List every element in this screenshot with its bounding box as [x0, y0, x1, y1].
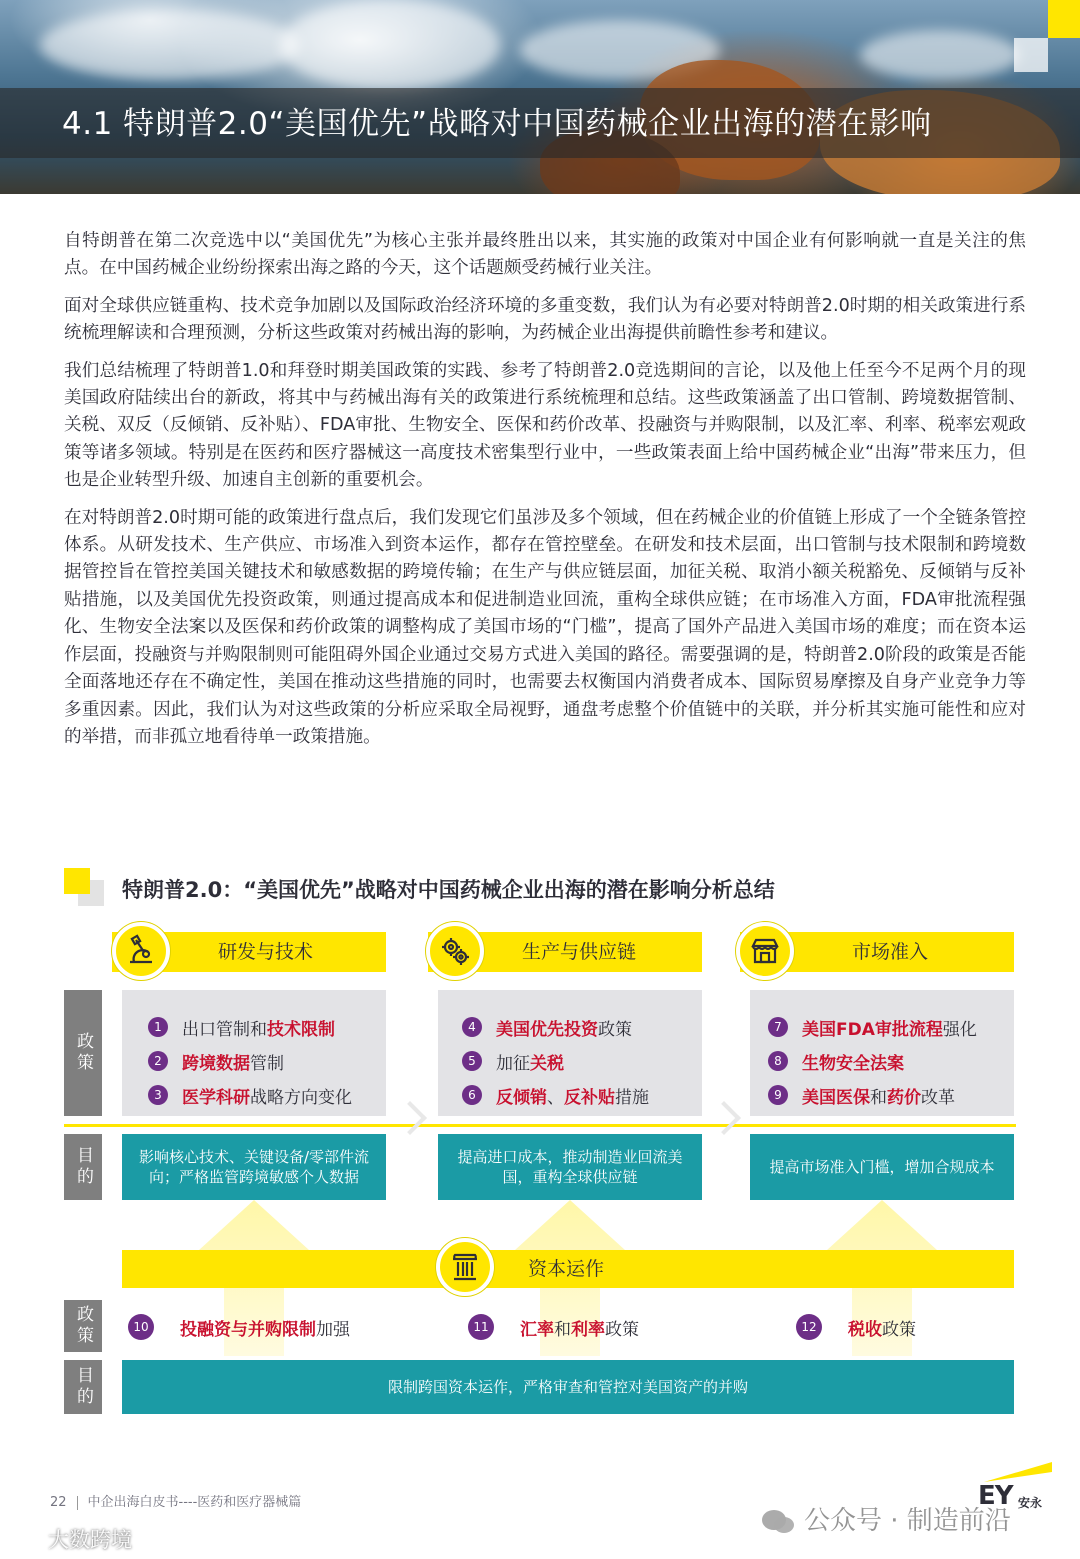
- highlight-text: 税收: [848, 1319, 882, 1340]
- highlight-text: 药价: [887, 1087, 921, 1108]
- capital-item-10: [128, 1314, 350, 1340]
- policy-item: [148, 1078, 386, 1112]
- goal-box-market: 提高市场准入门槛，增加合规成本: [750, 1134, 1014, 1200]
- diagram-title-marker: [64, 868, 90, 894]
- item-number-badge: 5: [462, 1051, 482, 1071]
- corner-accent: [1048, 0, 1080, 38]
- policy-box-rnd: [122, 990, 386, 1116]
- policy-item: [148, 1010, 386, 1044]
- item-number-badge: 12: [796, 1314, 822, 1340]
- pillar-icon: [436, 1238, 494, 1296]
- goal-box-production: 提高进口成本，推动制造业回流美国，重构全球供应链: [438, 1134, 702, 1200]
- highlight-text: 关税: [530, 1053, 564, 1074]
- item-number-badge: 2: [148, 1051, 168, 1071]
- policy-item: [462, 1044, 702, 1078]
- paragraph-4: 在对特朗普2.0时期可能的政策进行盘点后，我们发现它们虽涉及多个领域，但在药械企业的价值链上形成了一个全链条管控体系。从研发技术、生产供应、市场准入到资本运作，都存在管控壁垒。在研发和技术层面，出口管制与技术限制和跨境数据管控旨在管控美国关键技术和敏感数据的跨境传输；在生产与供应链层面，加征关税、取消小额关税豁免、反倾销与反补贴措施，以及美国优先投资政策，则通过提高成本和促进制造业回流，重构全球供应链；在市场准入方面，FDA审批流程强化、生物安全法案以及医保和药价政策的调整构成了美国市场的“门槛”，提高了国外产品进入美国市场的难度；而在资本运作层面，投融资与并购限制则可能阻碍外国企业通过交易方式进入美国的路径。需要强调的是，特朗普2.0阶段的政策是否能全面落地还存在不确定性，美国在推动这些措施的同时，也需要去权衡国内消费者成本、国际贸易摩擦及自身产业竞争力等多重因素。因此，我们认为对这些政策的分析应采取全局视野，通盘考虑整个价值链中的关联，并分析其实施可能性和应对的举措，而非孤立地看待单一政策措施。: [64, 507, 1026, 747]
- highlight-text: 利率: [571, 1319, 605, 1340]
- highlight-text: 美国FDA审批流程: [802, 1019, 943, 1040]
- watermark-wechat-text: 公众号 · 制造前沿: [804, 1506, 1011, 1536]
- policy-item: [768, 1010, 1014, 1044]
- watermark-left-text: 大数跨境: [48, 1528, 132, 1552]
- highlight-text: 汇率: [520, 1319, 554, 1340]
- policy-box-production: [438, 990, 702, 1116]
- body-text: [64, 228, 1026, 761]
- policy-item: [768, 1044, 1014, 1078]
- watermark-left: [8, 1524, 132, 1554]
- capital-goal-box: 限制跨国资本运作，严格审查和管控对美国资产的并购: [122, 1360, 1014, 1414]
- item-number-badge: 9: [768, 1085, 788, 1105]
- highlight-text: 生物安全法案: [802, 1053, 904, 1074]
- column-label: 研发与技术: [218, 941, 314, 963]
- gears-icon: [426, 922, 484, 980]
- item-number-badge: 3: [148, 1085, 168, 1105]
- item-number-badge: 4: [462, 1017, 482, 1037]
- storefront-icon: [736, 922, 794, 980]
- item-text: 和: [870, 1087, 887, 1108]
- ey-logo-cn: 安永: [1018, 1496, 1043, 1510]
- highlight-text: 美国医保: [802, 1087, 870, 1108]
- highlight-text: 投融资与并购限制: [180, 1319, 316, 1340]
- policy-item: [148, 1044, 386, 1078]
- item-text: 出口管制和: [182, 1019, 267, 1040]
- watermark-logo-icon: [8, 1530, 48, 1552]
- side-label-goal: 目的: [64, 1134, 102, 1200]
- flow-line: [64, 1124, 1016, 1127]
- watermark-wechat: [760, 1500, 1011, 1537]
- item-number-badge: 1: [148, 1017, 168, 1037]
- item-number-badge: 8: [768, 1051, 788, 1071]
- paragraph-3: 我们总结梳理了特朗普1.0和拜登时期美国政策的实践、参考了特朗普2.0竞选期间的言论，以及他上任至今不足两个月的现美国政府陆续出台的新政，将其中与药械出海有关的政策进行系统梳理和总结。这些政策涵盖了出口管制、跨境数据管制、关税、双反（反倾销、反补贴）、FDA审批、生物安全、医保和药价改革、投融资与并购限制，以及汇率、利率、税率宏观政策等诸多领域。特别是在医药和医疗器械这一高度技术密集型行业中，一些政策表面上给中国药械企业“出海”带来压力，但也是企业转型升级、加速自主创新的重要机会。: [64, 360, 1026, 491]
- item-text: 和: [554, 1319, 571, 1340]
- item-number-badge: 7: [768, 1017, 788, 1037]
- header-banner: [0, 0, 1080, 194]
- item-text: 强化: [942, 1019, 977, 1040]
- policy-item: [768, 1078, 1014, 1112]
- page-number: 22: [50, 1495, 67, 1510]
- policy-item: [462, 1010, 702, 1044]
- capital-item-12: [796, 1314, 916, 1340]
- highlight-text: 医学科研: [182, 1087, 250, 1108]
- item-text: 改革: [921, 1087, 955, 1108]
- column-label: 生产与供应链: [522, 941, 637, 963]
- diagram-title: 特朗普2.0：“美国优先”战略对中国药械企业出海的潜在影响分析总结: [122, 878, 775, 902]
- item-text: 政策: [882, 1319, 916, 1340]
- chevron-right-icon: [707, 1101, 741, 1135]
- highlight-text: 反补贴: [564, 1087, 615, 1108]
- footer-doc-title: 中企出海白皮书----医药和医疗器械篇: [87, 1495, 302, 1510]
- capital-label: 资本运作: [528, 1258, 605, 1280]
- item-text: 管制: [250, 1053, 284, 1074]
- highlight-text: 反倾销: [496, 1087, 547, 1108]
- highlight-text: 技术限制: [267, 1019, 335, 1040]
- item-text: 、: [547, 1087, 564, 1108]
- item-text: 加征: [496, 1053, 530, 1074]
- column-label: 市场准入: [852, 941, 929, 963]
- page-title: 4.1 特朗普2.0“美国优先”战略对中国药械企业出海的潜在影响: [62, 106, 932, 142]
- item-text: 加强: [316, 1319, 350, 1340]
- policy-item: [462, 1078, 702, 1112]
- paragraph-2: 面对全球供应链重构、技术竞争加剧以及国际政治经济环境的多重变数，我们认为有必要对特朗普2.0时期的相关政策进行系统梳理解读和合理预测，分析这些政策对药械出海的影响，为药械企业出海提供前瞻性参考和建议。: [64, 295, 1026, 344]
- highlight-text: 美国优先投资: [496, 1019, 598, 1040]
- item-text: 政策: [605, 1319, 639, 1340]
- item-text: 政策: [598, 1019, 632, 1040]
- footer: [50, 1491, 301, 1510]
- corner-accent-light: [1014, 38, 1048, 72]
- side-label-goal-capital: 目的: [64, 1360, 102, 1414]
- microscope-icon: [112, 922, 170, 980]
- policy-box-market: [750, 990, 1014, 1116]
- wechat-icon: [760, 1508, 796, 1536]
- ey-logo-text: EY: [978, 1481, 1013, 1511]
- item-number-badge: 6: [462, 1085, 482, 1105]
- goal-box-rnd: 影响核心技术、关键设备/零部件流向；严格监管跨境敏感个人数据: [122, 1134, 386, 1200]
- highlight-text: 跨境数据: [182, 1053, 250, 1074]
- item-number-badge: 11: [468, 1314, 494, 1340]
- capital-item-11: [468, 1314, 639, 1340]
- item-text: 战略方向变化: [250, 1087, 352, 1108]
- side-label-policy: 政策: [64, 990, 102, 1116]
- item-text: 措施: [615, 1087, 649, 1108]
- item-number-badge: 10: [128, 1314, 154, 1340]
- paragraph-1: 自特朗普在第二次竞选中以“美国优先”为核心主张并最终胜出以来，其实施的政策对中国企业有何影响就一直是关注的焦点。在中国药械企业纷纷探索出海之路的今天，这个话题颇受药械行业关注。: [64, 231, 1026, 279]
- chevron-right-icon: [393, 1101, 427, 1135]
- side-label-policy-capital: 政策: [64, 1300, 102, 1352]
